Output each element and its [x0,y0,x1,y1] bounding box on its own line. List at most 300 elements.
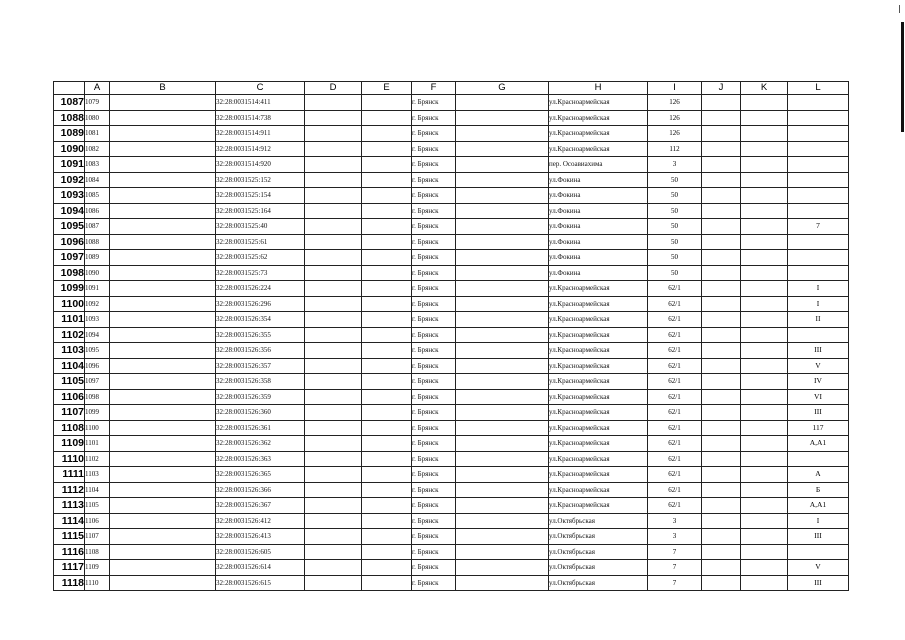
cell-h: ул.Красноармейская [549,498,648,514]
cell-g [456,219,549,235]
cell-f: г. Брянск [412,560,456,576]
cell-l [788,451,849,467]
cell-b [110,374,216,390]
row-number-cell: 1112 [54,482,85,498]
cell-d [305,203,362,219]
cell-b [110,110,216,126]
cell-j [702,281,741,297]
cell-c: 32:28:0031514:411 [216,95,305,111]
cell-h: ул.Красноармейская [549,451,648,467]
cell-c: 32:28:0031526:355 [216,327,305,343]
cell-b [110,172,216,188]
cell-e [362,482,412,498]
cell-l: V [788,560,849,576]
cell-a: 1093 [85,312,110,328]
cell-e [362,389,412,405]
cell-k [741,436,788,452]
cell-a: 1103 [85,467,110,483]
cell-a: 1085 [85,188,110,204]
cell-i: 62/1 [648,482,702,498]
cell-j [702,234,741,250]
cell-f: г. Брянск [412,327,456,343]
cell-j [702,389,741,405]
cell-k [741,296,788,312]
cell-k [741,95,788,111]
row-number-cell: 1087 [54,95,85,111]
column-header-d: D [305,82,362,95]
cell-l: А,А1 [788,498,849,514]
table-row [54,95,849,111]
cell-j [702,451,741,467]
cell-d [305,95,362,111]
cell-g [456,265,549,281]
edge-rule-mark [901,22,904,132]
cell-j [702,327,741,343]
cell-l [788,126,849,142]
cell-j [702,188,741,204]
cell-d [305,126,362,142]
cell-k [741,529,788,545]
cell-h: ул.Фокина [549,234,648,250]
cell-f: г. Брянск [412,95,456,111]
cell-d [305,250,362,266]
spreadsheet-table [53,81,849,591]
cell-i: 112 [648,141,702,157]
cell-e [362,281,412,297]
cell-a: 1095 [85,343,110,359]
cell-l [788,203,849,219]
table-row [54,405,849,421]
cell-d [305,234,362,250]
cell-c: 32:28:0031514:912 [216,141,305,157]
cell-k [741,203,788,219]
cell-d [305,389,362,405]
cell-k [741,327,788,343]
cell-b [110,219,216,235]
cell-h: пер. Осоавиахима [549,157,648,173]
cell-l: I [788,296,849,312]
cell-i: 3 [648,529,702,545]
cell-d [305,513,362,529]
column-header-l: L [788,82,849,95]
cell-k [741,389,788,405]
cell-f: г. Брянск [412,126,456,142]
cell-f: г. Брянск [412,575,456,591]
column-header-c: C [216,82,305,95]
table-row [54,203,849,219]
cell-j [702,312,741,328]
cell-c: 32:28:0031526:354 [216,312,305,328]
row-number-cell: 1099 [54,281,85,297]
cell-h: ул.Фокина [549,250,648,266]
cell-e [362,420,412,436]
cell-c: 32:28:0031526:362 [216,436,305,452]
row-number-cell: 1102 [54,327,85,343]
table-row [54,529,849,545]
cell-b [110,281,216,297]
cell-l [788,234,849,250]
cell-a: 1087 [85,219,110,235]
table-row [54,265,849,281]
cell-b [110,95,216,111]
cell-i: 62/1 [648,312,702,328]
edge-tick-mark [899,5,900,13]
cell-f: г. Брянск [412,203,456,219]
cell-d [305,544,362,560]
cell-a: 1104 [85,482,110,498]
column-header-j: J [702,82,741,95]
cell-f: г. Брянск [412,141,456,157]
cell-e [362,265,412,281]
cell-b [110,358,216,374]
cell-k [741,188,788,204]
cell-b [110,157,216,173]
cell-c: 32:28:0031526:615 [216,575,305,591]
cell-f: г. Брянск [412,234,456,250]
table-row [54,420,849,436]
cell-a: 1099 [85,405,110,421]
cell-e [362,343,412,359]
cell-d [305,482,362,498]
cell-h: ул.Фокина [549,219,648,235]
cell-h: ул.Красноармейская [549,482,648,498]
row-number-cell: 1106 [54,389,85,405]
cell-f: г. Брянск [412,436,456,452]
row-number-cell: 1093 [54,188,85,204]
cell-l [788,188,849,204]
cell-h: ул.Фокина [549,188,648,204]
cell-c: 32:28:0031525:164 [216,203,305,219]
cell-k [741,405,788,421]
cell-e [362,405,412,421]
cell-l: V [788,358,849,374]
cell-d [305,358,362,374]
table-row [54,374,849,390]
cell-e [362,358,412,374]
cell-k [741,358,788,374]
table-row [54,327,849,343]
cell-e [362,498,412,514]
cell-g [456,513,549,529]
cell-h: ул.Красноармейская [549,312,648,328]
cell-c: 32:28:0031525:40 [216,219,305,235]
table-row [54,482,849,498]
cell-j [702,544,741,560]
row-number-cell: 1090 [54,141,85,157]
cell-i: 62/1 [648,358,702,374]
cell-l [788,172,849,188]
cell-a: 1097 [85,374,110,390]
column-header-b: B [110,82,216,95]
cell-a: 1105 [85,498,110,514]
cell-f: г. Брянск [412,374,456,390]
cell-l: I [788,281,849,297]
column-header-f: F [412,82,456,95]
cell-f: г. Брянск [412,451,456,467]
cell-e [362,110,412,126]
cell-d [305,281,362,297]
cell-i: 126 [648,110,702,126]
cell-b [110,312,216,328]
cell-f: г. Брянск [412,405,456,421]
cell-e [362,312,412,328]
cell-j [702,141,741,157]
cell-f: г. Брянск [412,281,456,297]
cell-e [362,219,412,235]
row-number-cell: 1104 [54,358,85,374]
cell-d [305,157,362,173]
cell-i: 3 [648,513,702,529]
cell-g [456,560,549,576]
cell-b [110,389,216,405]
cell-d [305,575,362,591]
cell-c: 32:28:0031526:357 [216,358,305,374]
cell-j [702,250,741,266]
cell-g [456,420,549,436]
row-number-cell: 1091 [54,157,85,173]
cell-e [362,234,412,250]
cell-l: III [788,575,849,591]
cell-d [305,374,362,390]
cell-k [741,250,788,266]
cell-f: г. Брянск [412,343,456,359]
cell-d [305,327,362,343]
cell-i: 62/1 [648,389,702,405]
cell-l: IV [788,374,849,390]
cell-g [456,358,549,374]
cell-d [305,560,362,576]
cell-d [305,529,362,545]
cell-f: г. Брянск [412,110,456,126]
cell-b [110,451,216,467]
cell-j [702,203,741,219]
table-row [54,498,849,514]
cell-k [741,265,788,281]
cell-j [702,575,741,591]
cell-a: 1101 [85,436,110,452]
row-number-cell: 1096 [54,234,85,250]
cell-h: ул.Октябрьская [549,529,648,545]
row-number-cell: 1111 [54,467,85,483]
cell-h: ул.Красноармейская [549,467,648,483]
cell-c: 32:28:0031526:365 [216,467,305,483]
row-number-cell: 1105 [54,374,85,390]
row-number-cell: 1088 [54,110,85,126]
cell-i: 7 [648,560,702,576]
table-row [54,343,849,359]
cell-i: 62/1 [648,374,702,390]
cell-d [305,265,362,281]
cell-k [741,157,788,173]
cell-f: г. Брянск [412,219,456,235]
cell-b [110,188,216,204]
cell-b [110,544,216,560]
cell-i: 62/1 [648,405,702,421]
cell-g [456,436,549,452]
cell-i: 62/1 [648,451,702,467]
column-header-i: I [648,82,702,95]
cell-c: 32:28:0031514:920 [216,157,305,173]
cell-c: 32:28:0031526:359 [216,389,305,405]
table-row [54,560,849,576]
cell-i: 50 [648,188,702,204]
cell-a: 1088 [85,234,110,250]
cell-a: 1100 [85,420,110,436]
row-number-cell: 1115 [54,529,85,545]
cell-j [702,529,741,545]
cell-i: 3 [648,157,702,173]
table-row [54,467,849,483]
cell-d [305,219,362,235]
row-number-cell: 1101 [54,312,85,328]
cell-c: 32:28:0031525:73 [216,265,305,281]
cell-d [305,451,362,467]
cell-a: 1106 [85,513,110,529]
cell-h: ул.Красноармейская [549,327,648,343]
cell-l [788,110,849,126]
cell-c: 32:28:0031526:296 [216,296,305,312]
cell-g [456,157,549,173]
cell-g [456,95,549,111]
cell-d [305,110,362,126]
cell-f: г. Брянск [412,296,456,312]
cell-d [305,405,362,421]
cell-g [456,467,549,483]
cell-l [788,250,849,266]
cell-j [702,498,741,514]
cell-i: 50 [648,172,702,188]
cell-d [305,296,362,312]
cell-e [362,560,412,576]
cell-k [741,482,788,498]
cell-d [305,343,362,359]
cell-k [741,126,788,142]
cell-c: 32:28:0031526:356 [216,343,305,359]
cell-a: 1098 [85,389,110,405]
cell-h: ул.Красноармейская [549,405,648,421]
cell-g [456,188,549,204]
cell-h: ул.Красноармейская [549,126,648,142]
cell-e [362,157,412,173]
cell-k [741,312,788,328]
cell-b [110,436,216,452]
cell-g [456,498,549,514]
row-number-cell: 1108 [54,420,85,436]
cell-e [362,188,412,204]
cell-g [456,405,549,421]
cell-e [362,467,412,483]
cell-j [702,467,741,483]
table-row [54,575,849,591]
cell-l: I [788,513,849,529]
cell-i: 62/1 [648,327,702,343]
cell-g [456,451,549,467]
cell-h: ул.Октябрьская [549,560,648,576]
cell-j [702,405,741,421]
cell-a: 1086 [85,203,110,219]
table-row [54,544,849,560]
cell-i: 50 [648,250,702,266]
column-header-row [54,82,849,95]
cell-h: ул.Фокина [549,265,648,281]
table-row [54,281,849,297]
cell-a: 1083 [85,157,110,173]
cell-e [362,327,412,343]
cell-g [456,482,549,498]
cell-g [456,575,549,591]
cell-h: ул.Красноармейская [549,343,648,359]
cell-b [110,529,216,545]
cell-c: 32:28:0031514:738 [216,110,305,126]
cell-a: 1090 [85,265,110,281]
cell-c: 32:28:0031526:614 [216,560,305,576]
cell-f: г. Брянск [412,498,456,514]
cell-a: 1082 [85,141,110,157]
cell-h: ул.Красноармейская [549,436,648,452]
row-number-cell: 1094 [54,203,85,219]
cell-f: г. Брянск [412,172,456,188]
cell-h: ул.Фокина [549,203,648,219]
cell-j [702,420,741,436]
cell-g [456,110,549,126]
cell-g [456,281,549,297]
cell-h: ул.Красноармейская [549,95,648,111]
cell-j [702,296,741,312]
cell-e [362,203,412,219]
cell-f: г. Брянск [412,188,456,204]
cell-b [110,467,216,483]
cell-d [305,312,362,328]
cell-j [702,172,741,188]
cell-e [362,436,412,452]
cell-l [788,265,849,281]
cell-e [362,126,412,142]
cell-a: 1084 [85,172,110,188]
cell-l: III [788,405,849,421]
cell-f: г. Брянск [412,544,456,560]
cell-b [110,203,216,219]
cell-g [456,312,549,328]
cell-l: 7 [788,219,849,235]
cell-a: 1092 [85,296,110,312]
cell-d [305,436,362,452]
cell-j [702,358,741,374]
table-row [54,250,849,266]
cell-a: 1089 [85,250,110,266]
cell-h: ул.Красноармейская [549,141,648,157]
table-row [54,296,849,312]
cell-g [456,172,549,188]
cell-c: 32:28:0031526:412 [216,513,305,529]
cell-e [362,529,412,545]
cell-j [702,513,741,529]
cell-h: ул.Фокина [549,172,648,188]
cell-k [741,374,788,390]
table-row [54,358,849,374]
cell-e [362,172,412,188]
cell-f: г. Брянск [412,250,456,266]
cell-j [702,126,741,142]
cell-b [110,141,216,157]
table-row [54,172,849,188]
cell-f: г. Брянск [412,157,456,173]
table-row [54,219,849,235]
cell-l: III [788,529,849,545]
cell-h: ул.Красноармейская [549,281,648,297]
cell-k [741,513,788,529]
cell-f: г. Брянск [412,265,456,281]
table-row [54,234,849,250]
